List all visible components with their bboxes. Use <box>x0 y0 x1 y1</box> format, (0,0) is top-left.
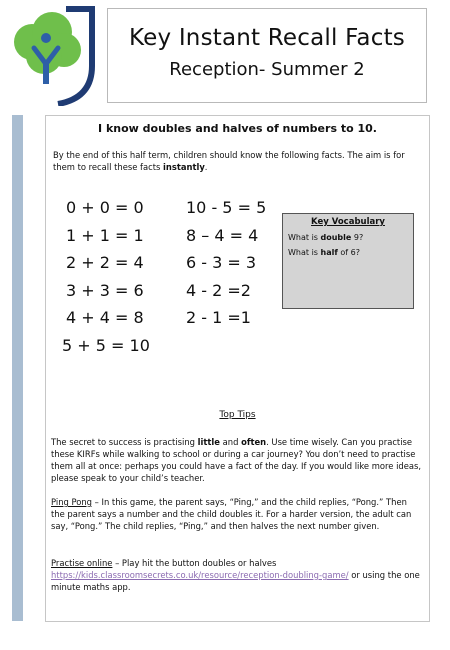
vocab-post: of 6? <box>337 248 360 257</box>
resource-link[interactable]: https://kids.classroomsecrets.co.uk/resource/reception-doubling-game/ <box>51 570 349 580</box>
vocab-word: half <box>320 248 338 257</box>
double-fact: 3 + 3 = 6 <box>66 280 144 300</box>
page-title: Key Instant Recall Facts <box>129 25 405 51</box>
tree-person-logo-icon <box>6 6 98 106</box>
tip-text: . Use time wisely. Can you practise these KIRFs while walking to school or during a car journey? You don’t need to practise them all at once: perhaps you could have a fact of the day. If you would like more ideas, please speak to your child’s teacher. <box>51 437 422 483</box>
halves-list <box>186 198 286 336</box>
intro-end: . <box>204 162 208 172</box>
double-fact: 4 + 4 = 8 <box>66 308 144 328</box>
double-fact: 1 + 1 = 1 <box>66 225 144 245</box>
tip-paragraph <box>51 557 423 593</box>
tip-text: – Play hit the button doubles or halves <box>112 558 277 568</box>
title-box <box>107 8 427 103</box>
vocab-line <box>288 233 413 242</box>
school-logo <box>6 6 98 106</box>
tips-title: Top Tips <box>219 410 256 420</box>
page-subtitle: Reception- Summer 2 <box>169 59 365 80</box>
half-fact: 10 - 5 = 5 <box>186 198 267 217</box>
section-heading: I know doubles and halves of numbers to 10. <box>98 122 377 135</box>
doubles-list <box>62 198 166 364</box>
half-fact: 8 – 4 = 4 <box>186 225 259 245</box>
vocab-line <box>288 248 413 257</box>
tip-text: – In this game, the parent says, “Ping,” and the child replies, “Pong.” Then the parent says a number and the child doubles it. For a harder version, the adult can say, “Pong.” The child replies, “Ping,” and then halves the next number given. <box>51 497 412 531</box>
vocab-post: 9? <box>351 233 364 242</box>
tip-text: or using the one minute maths app. <box>51 570 420 592</box>
tip-text: The secret to success is practising <box>51 437 198 447</box>
tip-paragraph <box>51 496 423 532</box>
intro-part1: By the end of this half term, children should know the following facts. The aim is for them to recall these facts <box>53 150 405 172</box>
tip-emphasis: often <box>241 437 267 447</box>
vocab-pre: What is <box>288 248 321 257</box>
vocab-title: Key Vocabulary <box>311 217 385 227</box>
half-fact: 4 - 2 =2 <box>186 280 251 300</box>
double-fact: 2 + 2 = 4 <box>66 253 144 273</box>
double-fact: 0 + 0 = 0 <box>66 198 144 217</box>
double-fact: 5 + 5 = 10 <box>62 335 150 355</box>
half-fact: 2 - 1 =1 <box>186 308 251 328</box>
intro-emphasis: instantly <box>163 162 205 172</box>
content-panel <box>45 115 430 622</box>
tip-label: Practise online <box>51 558 113 568</box>
vocab-pre: What is <box>288 233 321 242</box>
vocab-word: double <box>320 233 352 242</box>
intro-text <box>53 149 423 173</box>
side-bar <box>12 115 23 621</box>
vocabulary-box <box>282 213 414 309</box>
half-fact: 6 - 3 = 3 <box>186 253 257 273</box>
tip-emphasis: little <box>197 437 220 447</box>
tip-paragraph <box>51 436 423 484</box>
tip-label: Ping Pong <box>51 497 92 507</box>
tip-text: and <box>219 437 242 447</box>
